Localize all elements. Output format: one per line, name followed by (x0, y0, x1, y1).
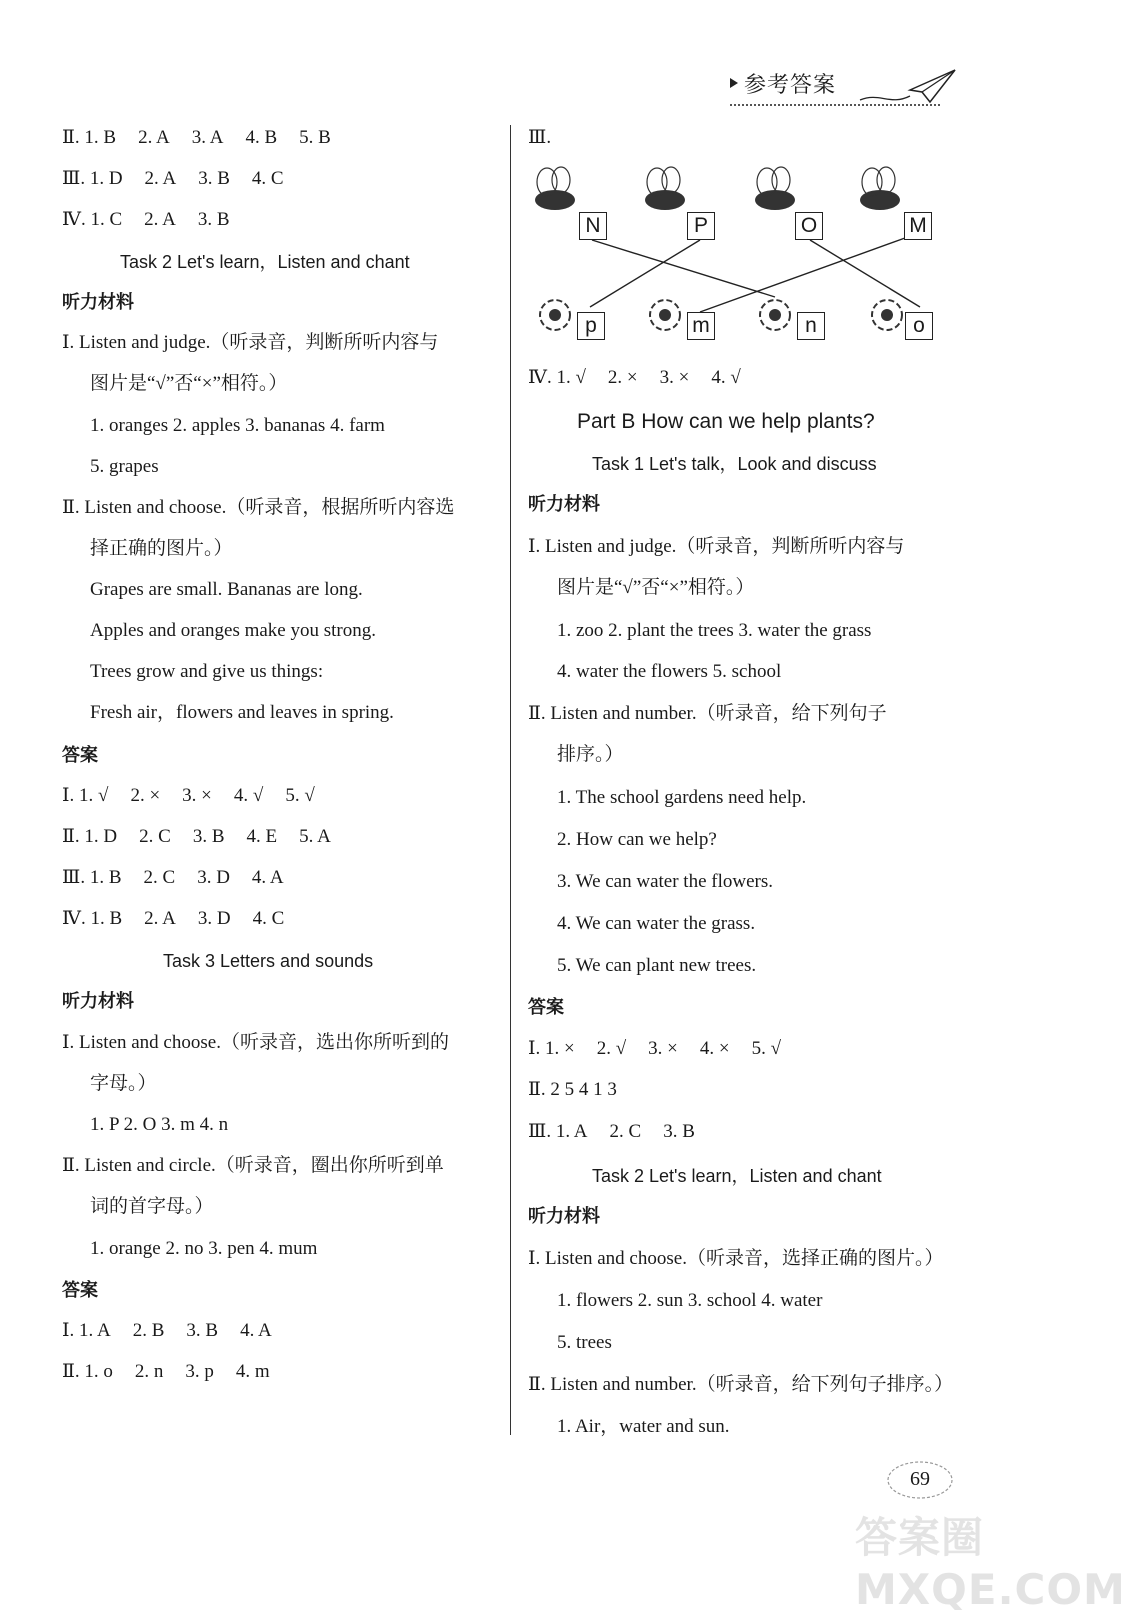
sentence: 2. How can we help? (557, 829, 717, 850)
item-list: 5. trees (557, 1332, 612, 1353)
item-list: 5. grapes (90, 456, 159, 477)
question-cont: 图片是“√”否“×”相符。） (90, 373, 288, 394)
flower-icon (650, 300, 680, 330)
sentence: 1. Air，water and sun. (557, 1416, 730, 1437)
answer-row: Ⅰ. 1. × 2. √ 3. × 4. × 5. √ (528, 1038, 782, 1059)
column-divider (510, 125, 511, 1435)
letter-box-upper: P (687, 212, 715, 240)
flower-icon (760, 300, 790, 330)
item-list: 1. orange 2. no 3. pen 4. mum (90, 1238, 318, 1259)
question-cont: 图片是“√”否“×”相符。） (557, 577, 755, 598)
flower-icon (872, 300, 902, 330)
answer-row: Ⅱ. 1. D 2. C 3. B 4. E 5. A (62, 826, 331, 847)
section-label: 听力材料 (528, 1206, 600, 1227)
watermark: 答案圈 MXQE.COM (855, 1513, 1126, 1614)
question-cont: 排序。） (557, 744, 624, 765)
answer-row: Ⅳ. 1. √ 2. × 3. × 4. √ (528, 367, 741, 388)
triangle-bullet-icon (730, 78, 738, 88)
page-number: 69 (885, 1458, 955, 1502)
bee-icon (860, 167, 900, 210)
chant-line: Trees grow and give us things: (90, 661, 324, 682)
sentence: 3. We can water the flowers. (557, 871, 774, 892)
task-heading: Task 2 Let's learn，Listen and chant (120, 252, 410, 272)
question-cont: 字母。） (90, 1073, 157, 1094)
letter-box-lower: n (797, 312, 825, 340)
answer-row: Ⅱ. 1. o 2. n 3. p 4. m (62, 1361, 270, 1382)
question-cont: 词的首字母。） (90, 1196, 214, 1217)
question: Ⅰ. Listen and choose.（听录音，选出你所听到的 (62, 1032, 449, 1053)
answer-row: Ⅳ. 1. B 2. A 3. D 4. C (62, 908, 285, 929)
letter-box-upper: M (904, 212, 932, 240)
sentence: 5. We can plant new trees. (557, 955, 757, 976)
letter-box-lower: p (577, 312, 605, 340)
letter-box-lower: m (687, 312, 715, 340)
item-list: 1. oranges 2. apples 3. bananas 4. farm (90, 415, 385, 436)
page-header (730, 62, 1030, 122)
paper-plane-icon (850, 62, 960, 112)
section-number: Ⅲ. (528, 127, 552, 148)
answer-row: Ⅰ. 1. √ 2. × 3. × 4. √ 5. √ (62, 785, 315, 806)
answer-row: Ⅲ. 1. A 2. C 3. B (528, 1121, 695, 1142)
section-label: 听力材料 (62, 991, 134, 1012)
answer-row: Ⅱ. 1. B 2. A 3. A 4. B 5. B (62, 127, 331, 148)
section-label: 答案 (62, 1280, 98, 1301)
answer-row: Ⅱ. 2 5 4 1 3 (528, 1079, 617, 1100)
section-label: 听力材料 (528, 494, 600, 515)
question: Ⅱ. Listen and number.（听录音，给下列句子 (528, 703, 887, 724)
answer-row: Ⅳ. 1. C 2. A 3. B (62, 209, 230, 230)
question: Ⅱ. Listen and choose.（听录音，根据所听内容选 (62, 497, 455, 518)
question: Ⅱ. Listen and circle.（听录音，圈出你所听到单 (62, 1155, 444, 1176)
answer-row: Ⅰ. 1. A 2. B 3. B 4. A (62, 1320, 272, 1341)
letter-box-upper: O (795, 212, 823, 240)
answer-row: Ⅲ. 1. D 2. A 3. B 4. C (62, 168, 284, 189)
sentence: 4. We can water the grass. (557, 913, 756, 934)
bee-icon (535, 167, 575, 210)
letter-box-lower: o (905, 312, 933, 340)
question: Ⅰ. Listen and choose.（听录音，选择正确的图片。） (528, 1248, 944, 1269)
question: Ⅱ. Listen and number.（听录音，给下列句子排序。） (528, 1374, 954, 1395)
section-label: 听力材料 (62, 292, 134, 313)
part-heading: Part B How can we help plants? (577, 410, 875, 433)
section-label: 答案 (528, 997, 564, 1018)
letter-box-upper: N (579, 212, 607, 240)
sentence: 1. The school gardens need help. (557, 787, 807, 808)
chant-line: Fresh air，flowers and leaves in spring. (90, 702, 394, 723)
flower-icon (540, 300, 570, 330)
item-list: 4. water the flowers 5. school (557, 661, 782, 682)
answer-row: Ⅲ. 1. B 2. C 3. D 4. A (62, 867, 284, 888)
header-title: 参考答案 (744, 73, 837, 98)
bee-icon (755, 167, 795, 210)
chant-line: Grapes are small. Bananas are long. (90, 579, 363, 600)
question-cont: 择正确的图片。） (90, 538, 233, 559)
item-list: 1. flowers 2. sun 3. school 4. water (557, 1290, 823, 1311)
item-list: 1. P 2. O 3. m 4. n (90, 1114, 229, 1135)
section-label: 答案 (62, 745, 98, 766)
task-heading: Task 3 Letters and sounds (163, 951, 374, 971)
item-list: 1. zoo 2. plant the trees 3. water the grass (557, 620, 872, 641)
question: Ⅰ. Listen and judge.（听录音，判断所听内容与 (62, 332, 439, 353)
matching-diagram (525, 160, 945, 360)
task-heading: Task 2 Let's learn，Listen and chant (592, 1166, 882, 1186)
bee-icon (645, 167, 685, 210)
question: Ⅰ. Listen and judge.（听录音，判断所听内容与 (528, 536, 905, 557)
chant-line: Apples and oranges make you strong. (90, 620, 376, 641)
task-heading: Task 1 Let's talk，Look and discuss (592, 454, 877, 474)
